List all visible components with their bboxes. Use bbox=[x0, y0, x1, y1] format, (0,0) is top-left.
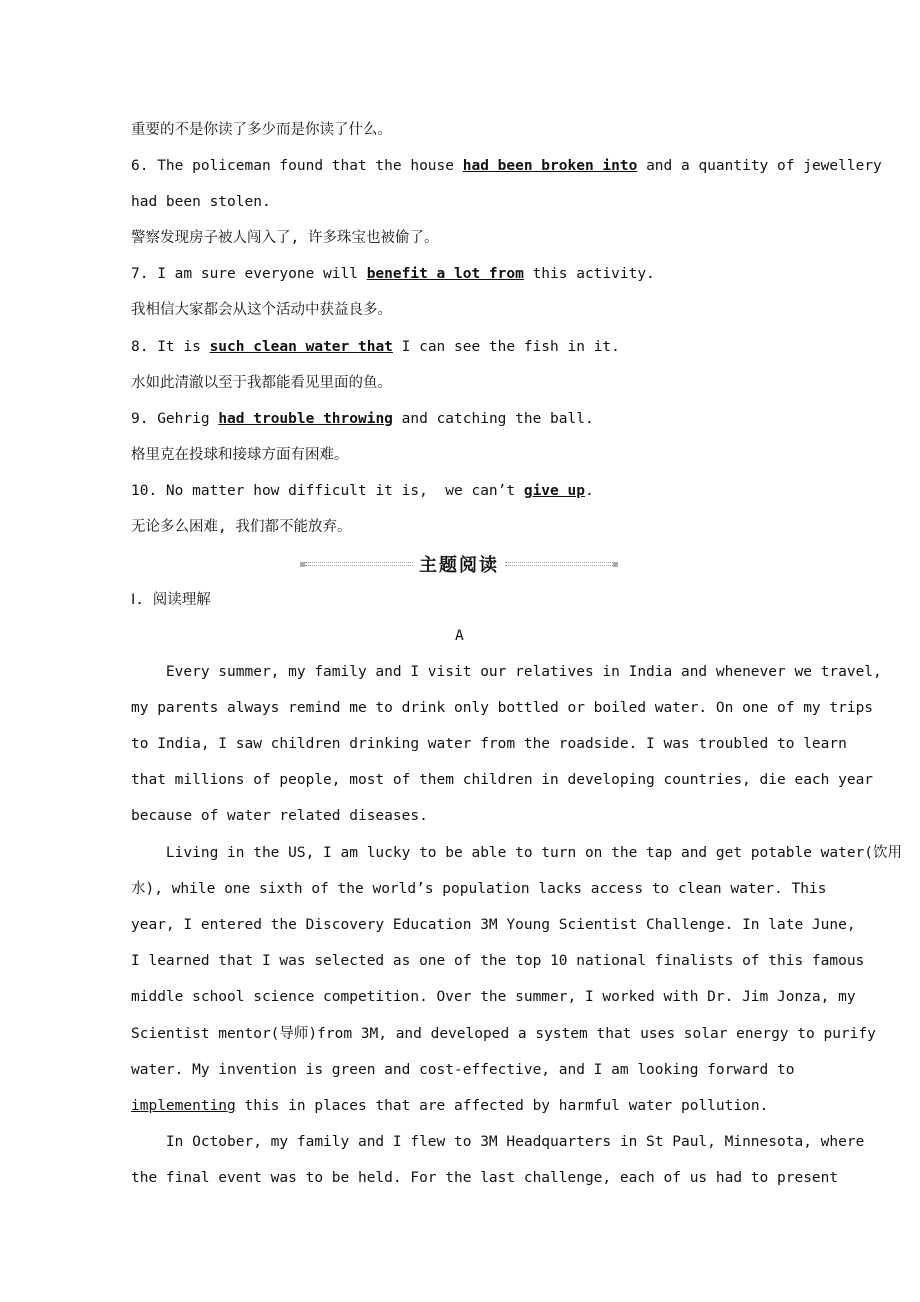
passage-line: because of water related diseases. bbox=[131, 808, 428, 824]
passage-line: year, I entered the Discovery Education 3M Young Scientist Challenge. In late June, bbox=[131, 917, 856, 933]
divider bbox=[305, 562, 413, 566]
section-title: 主题阅读 bbox=[419, 555, 499, 576]
passage-line: In October, my family and I flew to 3M Headquarters in St Paul, Minnesota, where bbox=[131, 1134, 865, 1150]
passage-label: A bbox=[455, 628, 464, 644]
translation-9: 格里克在投球和接球方面有困难。 bbox=[131, 447, 349, 463]
answer: had been broken into bbox=[462, 158, 638, 174]
sentence-10 bbox=[131, 481, 594, 501]
passage-line bbox=[131, 1096, 768, 1116]
answer: benefit a lot from bbox=[366, 266, 524, 282]
sentence-6-cont: had been stolen. bbox=[131, 194, 271, 210]
passage-line: that millions of people, most of them children in developing countries, die each year bbox=[131, 772, 874, 788]
passage-line: Scientist mentor(导师)from 3M, and developed a system that uses solar energy to purify bbox=[131, 1026, 876, 1042]
translation-7: 我相信大家都会从这个活动中获益良多。 bbox=[131, 302, 392, 318]
text: 7. I am sure everyone will bbox=[131, 266, 367, 282]
passage-line: 水), while one sixth of the world’s population lacks access to clean water. This bbox=[131, 881, 827, 897]
translation-6: 警察发现房子被人闯入了, 许多珠宝也被偷了。 bbox=[131, 230, 439, 246]
text: 6. The policeman found that the house bbox=[131, 158, 463, 174]
answer: had trouble throwing bbox=[218, 411, 393, 427]
passage-line: Living in the US, I am lucky to be able to turn on the tap and get potable water(饮用 bbox=[131, 845, 903, 861]
passage-line: middle school science competition. Over the summer, I worked with Dr. Jim Jonza, my bbox=[131, 989, 856, 1005]
text: . bbox=[584, 483, 594, 499]
text: 8. It is bbox=[131, 339, 210, 355]
text: and catching the ball. bbox=[392, 411, 594, 427]
passage-line: Every summer, my family and I visit our relatives in India and whenever we travel, bbox=[131, 664, 882, 680]
translation-line: 重要的不是你读了多少而是你读了什么。 bbox=[131, 122, 392, 138]
text: 10. No matter how difficult it is, we can’t bbox=[131, 483, 524, 499]
passage-line: water. My invention is green and cost-effective, and I am looking forward to bbox=[131, 1062, 795, 1078]
sentence-8 bbox=[131, 337, 620, 357]
passage-line: to India, I saw children drinking water from the roadside. I was troubled to learn bbox=[131, 736, 847, 752]
translation-10: 无论多么困难, 我们都不能放弃。 bbox=[131, 519, 352, 535]
answer: give up bbox=[523, 483, 585, 499]
text: this activity. bbox=[523, 266, 655, 282]
divider bbox=[505, 562, 613, 566]
passage-line: the final event was to be held. For the last challenge, each of us had to present bbox=[131, 1170, 839, 1186]
passage-line: I learned that I was selected as one of the top 10 national finalists of this famous bbox=[131, 953, 865, 969]
passage-line: my parents always remind me to drink only bottled or boiled water. On one of my trips bbox=[131, 700, 874, 716]
answer: such clean water that bbox=[209, 339, 393, 355]
sentence-9 bbox=[131, 409, 594, 429]
section-header bbox=[300, 551, 618, 577]
sentence-7 bbox=[131, 264, 655, 284]
text: 9. Gehrig bbox=[131, 411, 219, 427]
part-heading: Ⅰ. 阅读理解 bbox=[131, 592, 211, 608]
text: and a quantity of jewellery bbox=[637, 158, 882, 174]
translation-8: 水如此清澈以至于我都能看见里面的鱼。 bbox=[131, 375, 392, 391]
text: I can see the fish in it. bbox=[392, 339, 620, 355]
underlined-word: implementing bbox=[131, 1098, 236, 1114]
rule-cap bbox=[613, 562, 618, 567]
sentence-6 bbox=[131, 156, 882, 176]
text: this in places that are affected by harmful water pollution. bbox=[235, 1098, 769, 1114]
